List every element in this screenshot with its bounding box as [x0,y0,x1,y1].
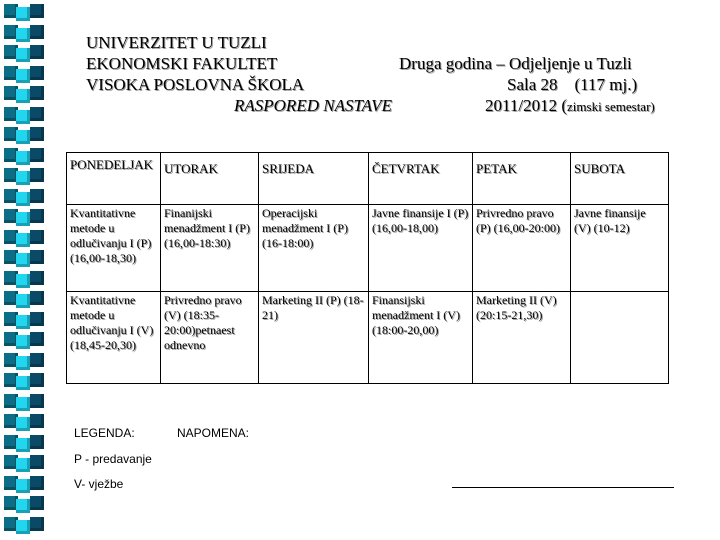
spiral-cube [30,312,44,326]
spiral-cube [16,151,30,165]
table-cell: Javne finansije I (P) (16,00-18,00) [369,205,473,292]
spiral-cube [30,66,44,80]
year-department: Druga godina – Odjeljenje u Tuzli [399,54,632,73]
spiral-cube [16,479,30,493]
spiral-cube [30,476,44,490]
spiral-cube [30,209,44,223]
spiral-cube [16,110,30,124]
spiral-cube [30,414,44,428]
spiral-cube [16,356,30,370]
legend-v: V- vježbe [74,477,124,491]
header-cell-saturday: SUBOTA [571,153,669,205]
spiral-cube [16,520,30,534]
spiral-cube [30,394,44,408]
spiral-cube [16,171,30,185]
table-cell [571,292,669,384]
table-cell: Operacijski menadžment I (P) (16-18:00) [259,205,369,292]
table-row [67,205,669,292]
schedule-table [66,152,669,384]
spiral-binding-decoration [0,0,60,540]
spiral-cube [16,212,30,226]
spiral-cube [16,28,30,42]
academic-year-text: 2011/2012 ( [485,96,568,115]
header-cell-tuesday: UTORAK [161,153,259,205]
spiral-cube [16,7,30,21]
university-title: UNIVERZITET U TUZLI [86,33,267,52]
spiral-cube [30,45,44,59]
spiral-cube [16,253,30,267]
spiral-cube [30,271,44,285]
spiral-cube [16,417,30,431]
header-cell-wednesday: SRIJEDA [259,153,369,205]
spiral-cube [16,192,30,206]
spiral-cube [30,517,44,531]
table-cell: Privredno pravo (V) (18:35-20:00)petnaest odnevno [161,292,259,384]
table-cell: Marketing II (P) (18-21) [259,292,369,384]
spiral-cube [30,455,44,469]
academic-year [485,96,655,116]
legend-p: P - predavanje [74,452,152,466]
table-cell: Marketing II (V) (20:15-21,30) [473,292,571,384]
spiral-cube [16,458,30,472]
table-cell: Privredno pravo (P) (16,00-20:00) [473,205,571,292]
signature-line [452,487,674,488]
spiral-cube [30,291,44,305]
table-row [67,292,669,384]
spiral-cube [30,332,44,346]
spiral-cube [30,230,44,244]
spiral-cube [16,294,30,308]
spiral-cube [30,86,44,100]
spiral-cube [30,4,44,18]
table-cell: Finanijski menadžment I (P) (16,00-18:30) [161,205,259,292]
header-cell-thursday: ČETVRTAK [369,153,473,205]
spiral-cube [30,127,44,141]
header-cell-monday: PONEDELJAK [67,153,161,205]
spiral-cube [16,335,30,349]
spiral-cube [30,496,44,510]
header-cell-friday: PETAK [473,153,571,205]
table-cell: Kvantitativne metode u odlučivanju I (P) (16,00-18,30) [67,205,161,292]
schedule-title: RASPORED NASTAVE [234,96,392,115]
spiral-cube [16,376,30,390]
spiral-cube [16,274,30,288]
faculty-title: EKONOMSKI FAKULTET [86,54,278,73]
spiral-cube [30,250,44,264]
spiral-cube [30,373,44,387]
spiral-cube [30,353,44,367]
school-title: VISOKA POSLOVNA ŠKOLA [86,75,305,94]
spiral-cube [16,315,30,329]
spiral-cube [16,69,30,83]
spiral-cube [16,438,30,452]
semester-text: zimski semestar) [567,99,655,114]
spiral-cube [16,397,30,411]
spiral-cube [16,233,30,247]
spiral-cube [16,499,30,513]
spiral-cube [16,130,30,144]
table-header-row [67,153,669,205]
table-cell: Kvantitativne metode u odlučivanju I (V) (18,45-20,30) [67,292,161,384]
spiral-cube [30,107,44,121]
spiral-cube [30,189,44,203]
legend-title: LEGENDA: [74,426,135,440]
spiral-cube [30,168,44,182]
table-cell: Javne finansije (V) (10-12) [571,205,669,292]
spiral-cube [30,148,44,162]
room-info: Sala 28 (117 mj.) [507,75,638,94]
spiral-cube [16,48,30,62]
note-title: NAPOMENA: [177,426,250,440]
spiral-cube [30,25,44,39]
table-cell: Finansijski menadžment I (V) (18:00-20,00) [369,292,473,384]
spiral-cube [16,89,30,103]
spiral-cube [30,435,44,449]
